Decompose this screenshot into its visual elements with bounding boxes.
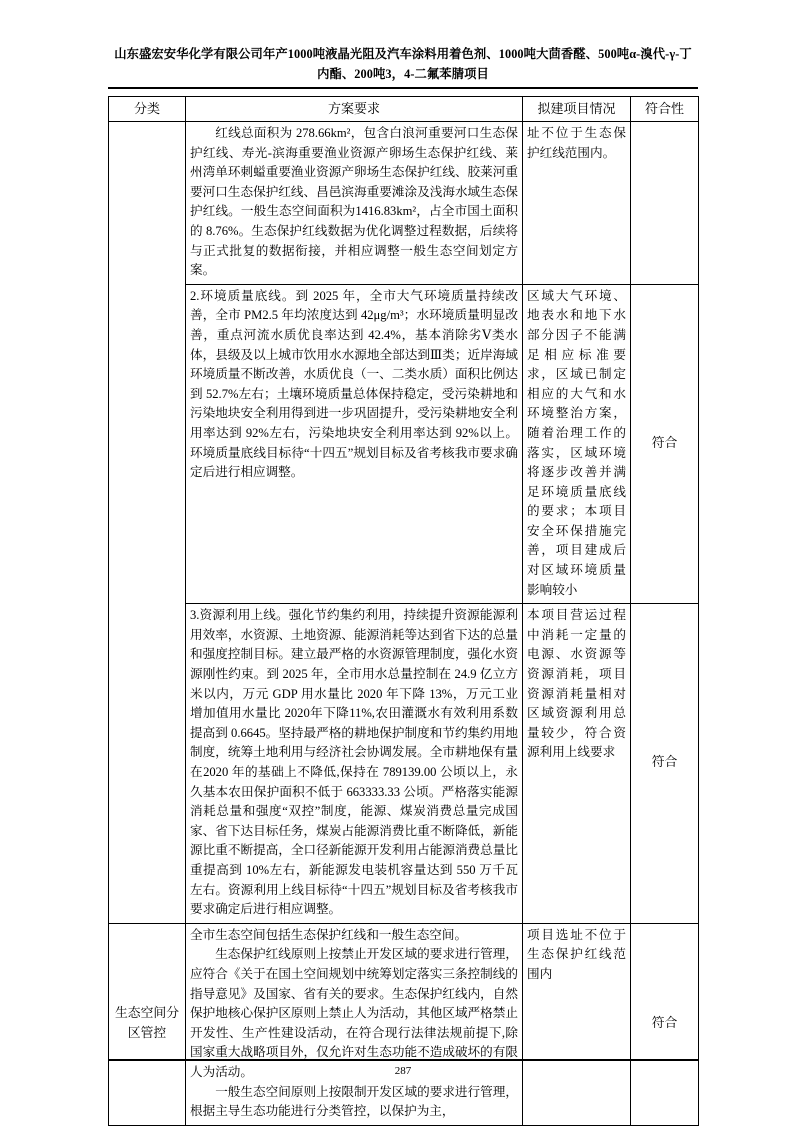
row-conformity: 符合 xyxy=(631,284,699,604)
situation-text: 址不位于生态保护红线范围内。 xyxy=(527,126,626,160)
situation-text: 项目选址不位于生态保护红线范围内 xyxy=(527,927,626,981)
row-conformity: 符合 xyxy=(631,604,699,924)
situation-text: 本项目营运过程中消耗一定量的电源、水资源等资源消耗，项目资源消耗量相对区域资源利用总量较少，符合资源利用上线要求 xyxy=(527,608,626,760)
row-requirement xyxy=(186,604,523,924)
column-header-requirement: 方案要求 xyxy=(186,97,523,122)
table-row xyxy=(109,122,699,285)
row-situation xyxy=(523,923,631,1125)
row-category xyxy=(109,122,186,924)
requirement-paragraph: 2.环境质量底线。到 2025 年，全市大气环境质量持续改善，全市 PM2.5 年均浓度达到 42μg/m³；水环境质量明显改善，重点河流水质优良率达到 42.4%，基本消除劣Ⅴ类水体，县级及以上城市饮用水水源地全部达到Ⅲ类；近岸海域环境质量不断改善，水质优良（一、二类水质）面积比例达到 52.7%左右；土壤环境质量总体保持稳定，受污染耕地和污染地块安全利用得到进一步巩固提升，受污染耕地安全利用率达到 92%左右，污染地块安全利用率达到 92%以上。环境质量底线目标待“十四五”规划目标及省考核我市要求确定后进行相应调整。 xyxy=(190,288,518,480)
column-header-category: 分类 xyxy=(109,97,186,122)
compliance-table xyxy=(108,96,699,1126)
row-conformity: 符合 xyxy=(631,923,699,1125)
row-requirement xyxy=(186,923,523,1125)
column-header-conformity: 符合性 xyxy=(631,97,699,122)
requirement-paragraph: 3.资源利用上线。强化节约集约利用，持续提升资源能源利用效率，水资源、土地资源、能源消耗等达到省下达的总量和强度控制目标。建立最严格的水资源管理制度，强化水资源刚性约束。到 2025 年，全市用水总量控制在 24.9 亿立方米以内，万元 GDP 用水量比 2020 年下降 13%，万元工业增加值用水量比 2020年下降11%,农田灌溉水有效利用系数提高到 0.6645。坚持最严格的耕地保护制度和节约集约用地制度，统筹土地利用与经济社会协调发展。全市耕地保有量在2020 年的基础上不降低,保持在 789139.00 公顷以上，永久基本农田保护面积不低于 663333.33 公顷。严格落实能源消耗总量和强度“双控”制度，能源、煤炭消费总量完成国家、省下达目标任务，煤炭占能源消费比重不断降低，新能源比重不断提高，全口径新能源开发利用占能源消费总量比重提高到 10%左右，新能源发电装机容量达到 550 万千瓦左右。资源利用上线目标待“十四五”规划目标及省考核我市要求确定后进行相应调整。 xyxy=(190,608,518,917)
page-number: 287 xyxy=(394,1065,412,1077)
row-requirement xyxy=(186,284,523,604)
requirement-paragraph: 全市生态空间包括生态保护红线和一般生态空间。 xyxy=(190,927,468,942)
row-requirement xyxy=(186,122,523,285)
situation-text: 区域大气环境、地表水和地下水部分因子不能满足相应标准要求，区域已制定相应的大气和水环境整治方案，随着治理工作的落实，区域环境将逐步改善并满足环境质量底线的要求；本项目安全环保措施完善，项目建成后对区域环境质量影响较小 xyxy=(527,288,626,597)
row-situation xyxy=(523,604,631,924)
column-header-situation: 拟建项目情况 xyxy=(523,97,631,122)
requirement-paragraph: 红线总面积为 278.66km²，包含白浪河重要河口生态保护红线、寿光-滨海重要渔业资源产卵场生态保护红线、莱州湾单环刺螠重要渔业资源产卵场生态保护红线、胶莱河重要河口生态保护红线、昌邑滨海重要滩涂及浅海水域生态保护红线。一般生态空间面积为1416.83km²，占全市国土面积的 8.76%。生态保护红线数据为优化调整过程数据，后续将与正式批复的数据衔接，并相应调整一般生态空间划定方案。 xyxy=(190,126,518,278)
requirement-paragraph: 生态保护红线原则上按禁止开发区域的要求进行管理，应符合《关于在国土空间规划中统筹划定落实三条控制线的指导意见》及国家、省有关的要求。生态保护红线内，自然保护地核心保护区原则上禁止人为活动，其他区域严格禁止开发性、生产性建设活动，在符合现行法律法规前提下,除国家重大战略项目外，仅允许对生态功能不造成破坏的有限人为活动。 xyxy=(190,947,518,1079)
table-header-row xyxy=(109,97,699,122)
table-row xyxy=(109,923,699,1125)
requirement-paragraph: 一般生态空间原则上按限制开发区域的要求进行管理，根据主导生态功能进行分类管控，以保护为主， xyxy=(190,1084,518,1119)
page-footer xyxy=(108,1059,698,1079)
table-row xyxy=(109,284,699,604)
footer-divider xyxy=(108,1059,698,1061)
row-conformity xyxy=(631,122,699,285)
header-divider xyxy=(108,87,698,89)
row-situation xyxy=(523,284,631,604)
row-category: 生态空间分区管控 xyxy=(109,923,186,1125)
table-row xyxy=(109,604,699,924)
page-title: 山东盛宏安华化学有限公司年产1000吨液晶光阻及汽车涂料用着色剂、1000吨大茴香醛、500吨α-溴代-γ-丁内酯、200吨3，4-二氟苯腈项目 xyxy=(114,47,692,81)
row-situation xyxy=(523,122,631,285)
